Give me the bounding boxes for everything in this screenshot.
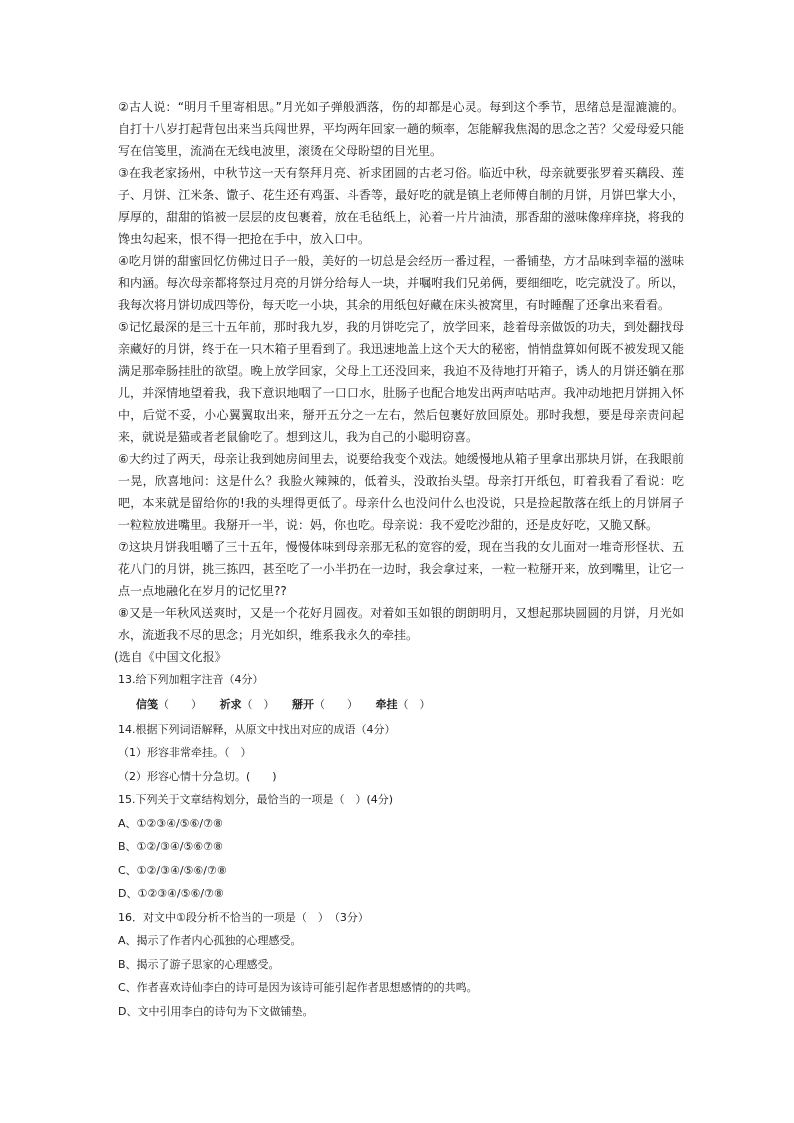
passage-paragraph-8: ⑧又是一年秋风送爽时，又是一个花好月圆夜。对着如玉如银的朗朗明月，又想起那块圆圆的月饼，月光如水，流逝我不尽的思念；月光如织，维系我永久的牵挂。 <box>118 606 684 642</box>
q13-word-2: 祈求 <box>219 697 242 711</box>
q13-word-4: 牵挂 <box>375 697 398 711</box>
q13-word-1: 信笺 <box>136 697 158 711</box>
passage-paragraph-2: ②古人说：“明月千里寄相思。”月光如子弹般洒落，伤的却都是心灵。每到这个季节，思绪总是湿漉漉的。自打十八岁打起背包出来当兵闯世界，平均两年回家一趟的频率，怎能解我焦渴的思念之苦？父爱母爱只能写在信笺里，流淌在无线电波里，滚烫在父母盼望的目光里。 <box>118 100 684 158</box>
passage-paragraph-7: ⑦这块月饼我咀嚼了三十五年，慢慢体味到母亲那无私的宽容的爱，现在当我的女儿面对一堆奇形怪状、五花八门的月饼，挑三拣四，甚至吃了一小半扔在一边时，我会拿过来，一粒一粒掰开来，放到嘴里，让它一点一点地融化在岁月的记忆里?? <box>118 540 684 598</box>
question-14-title: 14.根据下列词语解释，从原文中找出对应的成语（4分） <box>118 722 396 736</box>
passage-paragraph-5: ⑤记忆最深的是三十五年前，那时我九岁，我的月饼吃完了，放学回来，趁着母亲做饭的功夫，到处翻找母亲藏好的月饼，终于在一只木箱子里看到了。我迅速地盖上这个天大的秘密，悄悄盘算如何既不被发现又能满足那牵肠挂肚的欲望。晚上放学回家，父母上工还没回来，我迫不及待地打开箱子，诱人的月饼还躺在那儿，并深情地望着我，我下意识地咽了一口口水，肚肠子也配合地发出两声咕咕声。我冲动地把月饼拥入怀中，后觉不妥，小心翼翼取出来，掰开五分之一左右，然后包裹好放回原处。那时我想，要是母亲责问起来，就说是猫或者老鼠偷吃了。想到这儿，我为自己的小聪明窃喜。 <box>118 320 684 444</box>
q13-blank-2: （ ） <box>241 697 275 711</box>
q13-blank-4: （ ） <box>397 697 431 711</box>
question-14-item-2: （2）形容心情十分急切。( ) <box>118 769 277 783</box>
passage-paragraph-4: ④吃月饼的甜蜜回忆仿佛过日子一般，美好的一切总是会经历一番过程，一番铺垫，方才品味到幸福的滋味和内涵。每次母亲都将祭过月亮的月饼分给每人一块，并嘱咐我们兄弟俩，要细细吃，吃完就没了。所以，我每次将月饼切成四等份，每天吃一小块，其余的用纸包好藏在床头被窝里，有时睡醒了还拿出来看看。 <box>118 254 684 312</box>
question-14-item-1: （1）形容非常牵挂。（ ） <box>118 746 252 759</box>
question-16-option-c: C、作者喜欢诗仙李白的诗可是因为该诗可能引起作者思想感情的的共鸣。 <box>118 981 478 994</box>
question-15-option-a: A、①②③④/⑤⑥/⑦⑧ <box>118 816 223 830</box>
question-15-title: 15.下列关于文章结构划分，最恰当的一项是（ ）(4分) <box>118 793 394 806</box>
question-15-option-b: B、①②/③④/⑤⑥⑦⑧ <box>118 840 223 853</box>
question-15-option-d: D、①②③④/⑤⑥/⑦⑧ <box>118 887 224 900</box>
q13-blank-3: （ ） <box>314 697 358 711</box>
question-15-option-c: C、①②/③④/⑤⑥/⑦⑧ <box>118 863 227 877</box>
question-16-title: 16．对文中①段分析不恰当的一项是（ ） （3分） <box>118 910 369 924</box>
question-13-items <box>136 692 684 718</box>
q13-word-3: 掰开 <box>292 697 314 711</box>
question-16-option-a: A、揭示了作者内心孤独的心理感受。 <box>118 934 302 947</box>
passage-paragraph-6: ⑥大约过了两天，母亲让我到她房间里去，说要给我变个戏法。她缓慢地从箱子里拿出那块月饼，在我眼前一晃，欣喜地问：这是什么？我脸火辣辣的，低着头，没敢抬头望。母亲打开纸包，盯着我看了看说：吃吧，本来就是留给你的!我的头埋得更低了。母亲什么也没问什么也没说，只是捡起散落在纸上的月饼屑子一粒粒放进嘴里。我掰开一半，说：妈，你也吃。母亲说：我不爱吃沙甜的，还是皮好吃，又脆又酥。 <box>118 452 684 532</box>
question-16-option-d: D、文中引用李白的诗句为下文做铺垫。 <box>118 1004 314 1018</box>
q13-blank-1: （ ） <box>158 697 202 711</box>
document-page <box>114 96 684 1023</box>
passage-paragraph-3: ③在我老家扬州，中秋节这一天有祭拜月亮、祈求团圆的古老习俗。临近中秋，母亲就要张罗着买藕段、莲子、月饼、江米条、馓子、花生还有鸡蛋、斗香等，最好吃的就是镇上老师傅自制的月饼，月饼巴掌大小，厚厚的，甜甜的馅被一层层的皮包裹着，放在毛毡纸上，沁着一片片油渍，那香甜的滋味像痒痒挠，将我的馋虫勾起来，恨不得一把抢在手中，放入口中。 <box>118 166 684 246</box>
question-13-title: 13.给下列加粗字注音（4分） <box>118 673 264 686</box>
question-16-option-b: B、揭示了游子思家的心理感受。 <box>118 957 280 971</box>
source-citation: (选自《中国文化报》 <box>114 650 227 664</box>
